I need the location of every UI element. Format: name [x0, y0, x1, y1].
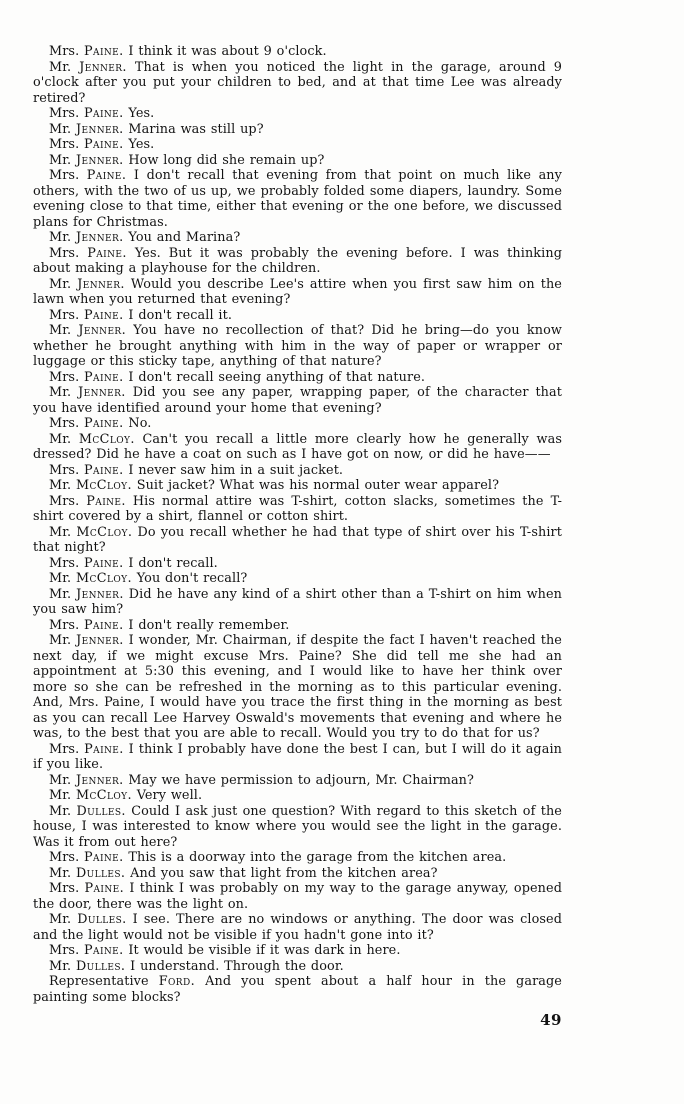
dialogue-paragraph: [33, 974, 562, 1005]
dialogue-text: I don't really remember.: [128, 617, 290, 633]
speaker-honorific: Mrs.: [49, 137, 80, 152]
speaker-honorific: Mr.: [49, 431, 72, 447]
dialogue-text: Yes.: [128, 106, 155, 121]
dialogue-paragraph: [33, 323, 562, 370]
speaker-name: Jenner.: [75, 121, 124, 137]
dialogue-text: Would you describe Lee's attire when you first saw him on the lawn when you returned that evening?: [33, 276, 562, 307]
speaker-honorific: Representative: [49, 974, 149, 989]
speaker-name: McCloy.: [75, 571, 132, 586]
dialogue-text: I think it was about 9 o'clock.: [128, 44, 327, 59]
speaker-name: Paine.: [84, 881, 125, 896]
speaker-name: Jenner.: [76, 633, 124, 648]
dialogue-text: I don't recall seeing anything of that nature.: [128, 369, 426, 385]
dialogue-text: I don't recall.: [128, 555, 218, 571]
dialogue-text: I don't recall that evening from that point on much like any others, with the two of us up, we probably folded some diapers, laundry. Some evening close to that time, either that evening or the one before, we discussed plans for Christmas.: [33, 168, 562, 230]
speaker-honorific: Mrs.: [49, 106, 80, 121]
speaker-honorific: Mrs.: [49, 307, 80, 323]
speaker-honorific: Mrs.: [49, 881, 80, 896]
dialogue-paragraph: [33, 137, 562, 153]
dialogue-paragraph: [33, 571, 562, 587]
dialogue-text: Very well.: [136, 788, 203, 803]
dialogue-paragraph: [33, 618, 562, 634]
speaker-honorific: Mrs.: [49, 741, 80, 757]
dialogue-text: I don't recall it.: [128, 307, 233, 323]
dialogue-paragraph: [33, 788, 562, 804]
speaker-name: Paine.: [84, 416, 124, 431]
speaker-name: Dulles.: [75, 865, 126, 881]
page-number: 49: [540, 1011, 562, 1029]
dialogue-paragraph: [33, 525, 562, 556]
speaker-honorific: Mr.: [49, 633, 72, 648]
speaker-name: Jenner.: [77, 276, 125, 292]
speaker-name: Paine.: [86, 168, 127, 183]
dialogue-text: You don't recall?: [136, 571, 248, 586]
dialogue-text: Did you see any paper, wrapping paper, of the character that you have identified around your home that evening?: [33, 385, 562, 416]
speaker-name: Paine.: [84, 44, 124, 59]
dialogue-text: May we have permission to adjourn, Mr. Chairman?: [128, 772, 474, 788]
dialogue-text: Can't you recall a little more clearly how he generally was dressed? Did he have a coat on such as I have got on now, or did he have——: [33, 431, 562, 462]
dialogue-text: Could I ask just one question? With regard to this sketch of the house, I was interested to know where you would see the light in the garage. Was it from out here?: [33, 803, 562, 850]
speaker-name: Dulles.: [76, 803, 126, 819]
dialogue-paragraph: [33, 153, 562, 169]
dialogue-text: I never saw him in a suit jacket.: [128, 462, 344, 478]
dialogue-paragraph: [33, 881, 562, 912]
dialogue-paragraph: [33, 463, 562, 479]
speaker-honorific: Mr.: [49, 865, 72, 881]
dialogue-text: Do you recall whether he had that type of shirt over his T-shirt that night?: [33, 524, 562, 555]
dialogue-paragraph: [33, 912, 562, 943]
speaker-honorific: Mr.: [49, 121, 72, 137]
speaker-honorific: Mrs.: [49, 369, 80, 385]
dialogue-text: I wonder, Mr. Chairman, if despite the fact I haven't reached the next day, if we might excuse Mrs. Paine? She did tell me she had an appointment at 5:30 this evening, and I would like to have her think over more so she can be refreshed in the morning as to this particular evening. And, Mrs. Paine, I would have you trace the first thing in the morning as best as you can recall Lee Harvey Oswald's movements that evening and where he was, to the best that you are able to recall. Would you try to do that for us?: [33, 633, 562, 741]
dialogue-text: No.: [128, 416, 152, 431]
dialogue-text: I see. There are no windows or anything. The door was closed and the light would not be visible if you hadn't gone into it?: [33, 912, 563, 943]
speaker-name: Paine.: [84, 462, 124, 478]
dialogue-paragraph: [33, 850, 562, 866]
speaker-honorific: Mr.: [49, 958, 72, 974]
speaker-honorific: Mr.: [49, 586, 72, 602]
speaker-honorific: Mr.: [49, 276, 72, 292]
dialogue-text: You have no recollection of that? Did he bring—do you know whether he brought anything with him in the way of paper or wrapper or luggage or this sticky tape, anything of that nature?: [33, 323, 562, 369]
speaker-honorific: Mrs.: [49, 493, 80, 509]
dialogue-text: Yes. But it was probably the evening before. I was thinking about making a playhouse for the children.: [33, 245, 562, 276]
dialogue-text: I think I probably have done the best I can, but I will do it again if you like.: [33, 741, 562, 772]
dialogue-paragraph: [33, 106, 562, 122]
speaker-honorific: Mrs.: [49, 462, 80, 478]
speaker-honorific: Mr.: [49, 803, 72, 819]
speaker-honorific: Mr.: [49, 912, 72, 927]
speaker-name: Dulles.: [75, 958, 126, 974]
dialogue-text: Yes.: [128, 137, 155, 152]
dialogue-text: How long did she remain up?: [128, 152, 325, 168]
speaker-name: Paine.: [84, 555, 124, 571]
dialogue-paragraph: [33, 230, 562, 246]
dialogue-paragraph: [33, 122, 562, 138]
speaker-name: McCloy.: [78, 431, 135, 447]
speaker-honorific: Mr.: [49, 788, 72, 803]
dialogue-text: This is a doorway into the garage from the kitchen area.: [128, 850, 507, 865]
dialogue-paragraph: [33, 60, 562, 107]
dialogue-paragraph: [33, 556, 562, 572]
speaker-name: Jenner.: [79, 59, 127, 75]
dialogue-text: I understand. Through the door.: [130, 958, 344, 974]
dialogue-paragraph: [33, 866, 562, 882]
dialogue-paragraph: [33, 432, 562, 463]
speaker-honorific: Mr.: [49, 571, 72, 586]
dialogue-text: It would be visible if it was dark in here.: [128, 943, 401, 958]
speaker-honorific: Mr.: [49, 772, 72, 788]
speaker-name: Paine.: [84, 137, 124, 152]
dialogue-paragraph: [33, 168, 562, 230]
speaker-name: Paine.: [84, 369, 124, 385]
dialogue-paragraph: [33, 44, 562, 60]
speaker-honorific: Mr.: [49, 59, 72, 75]
speaker-honorific: Mr.: [49, 323, 72, 338]
speaker-honorific: Mrs.: [49, 943, 80, 958]
speaker-honorific: Mrs.: [49, 168, 80, 183]
dialogue-text: That is when you noticed the light in the garage, around 9 o'clock after you put your children to bed, and at that time Lee was already retired?: [33, 59, 562, 106]
speaker-honorific: Mrs.: [49, 416, 80, 431]
speaker-name: Paine.: [84, 943, 124, 958]
dialogue-paragraph: [33, 633, 562, 742]
speaker-name: Jenner.: [78, 323, 127, 338]
dialogue-text: You and Marina?: [128, 230, 241, 245]
speaker-name: Paine.: [84, 307, 124, 323]
speaker-honorific: Mr.: [49, 478, 72, 493]
speaker-name: Ford.: [158, 974, 196, 989]
dialogue-text: Marina was still up?: [128, 121, 264, 137]
speaker-honorific: Mrs.: [49, 245, 80, 261]
speaker-name: McCloy.: [76, 524, 133, 540]
speaker-name: Paine.: [84, 617, 124, 633]
dialogue-paragraph: [33, 308, 562, 324]
speaker-honorific: Mrs.: [49, 44, 80, 59]
speaker-honorific: Mr.: [49, 230, 72, 245]
dialogue-paragraph: [33, 773, 562, 789]
speaker-honorific: Mr.: [49, 152, 72, 168]
dialogue-paragraph: [33, 804, 562, 851]
speaker-honorific: Mr.: [49, 385, 72, 400]
dialogue-paragraph: [33, 742, 562, 773]
dialogue-paragraph: [33, 385, 562, 416]
speaker-name: Jenner.: [75, 230, 124, 245]
dialogue-paragraph: [33, 494, 562, 525]
dialogue-text: And you saw that light from the kitchen area?: [130, 865, 438, 881]
speaker-name: McCloy.: [75, 788, 132, 803]
dialogue-paragraph: [33, 277, 562, 308]
speaker-name: McCloy.: [75, 478, 132, 493]
dialogue-text: And you spent about a half hour in the garage painting some blocks?: [33, 974, 562, 1005]
speaker-honorific: Mrs.: [49, 850, 80, 865]
speaker-name: Dulles.: [77, 912, 127, 927]
dialogue-paragraph: [33, 587, 562, 618]
dialogue-paragraph: [33, 959, 562, 975]
dialogue-text: Suit jacket? What was his normal outer wear apparel?: [136, 478, 500, 493]
dialogue-paragraph: [33, 943, 562, 959]
speaker-name: Paine.: [84, 850, 124, 865]
speaker-name: Paine.: [84, 106, 124, 121]
speaker-name: Paine.: [86, 493, 126, 509]
dialogue-paragraph: [33, 478, 562, 494]
dialogue: [33, 44, 562, 1005]
speaker-name: Jenner.: [76, 586, 124, 602]
dialogue-paragraph: [33, 246, 562, 277]
speaker-name: Paine.: [87, 245, 127, 261]
dialogue-paragraph: [33, 370, 562, 386]
speaker-name: Paine.: [84, 741, 124, 757]
speaker-honorific: Mrs.: [49, 555, 80, 571]
dialogue-text: His normal attire was T-shirt, cotton slacks, sometimes the T-shirt covered by a shirt, flannel or cotton shirt.: [33, 493, 562, 524]
dialogue-text: Did he have any kind of a shirt other than a T-shirt on him when you saw him?: [33, 586, 562, 617]
dialogue-paragraph: [33, 416, 562, 432]
speaker-name: Jenner.: [78, 385, 126, 400]
speaker-honorific: Mrs.: [49, 617, 80, 633]
speaker-name: Jenner.: [75, 152, 124, 168]
dialogue-text: I think I was probably on my way to the garage anyway, opened the door, there was the light on.: [33, 881, 562, 912]
speaker-name: Jenner.: [75, 772, 124, 788]
speaker-honorific: Mr.: [49, 524, 72, 540]
